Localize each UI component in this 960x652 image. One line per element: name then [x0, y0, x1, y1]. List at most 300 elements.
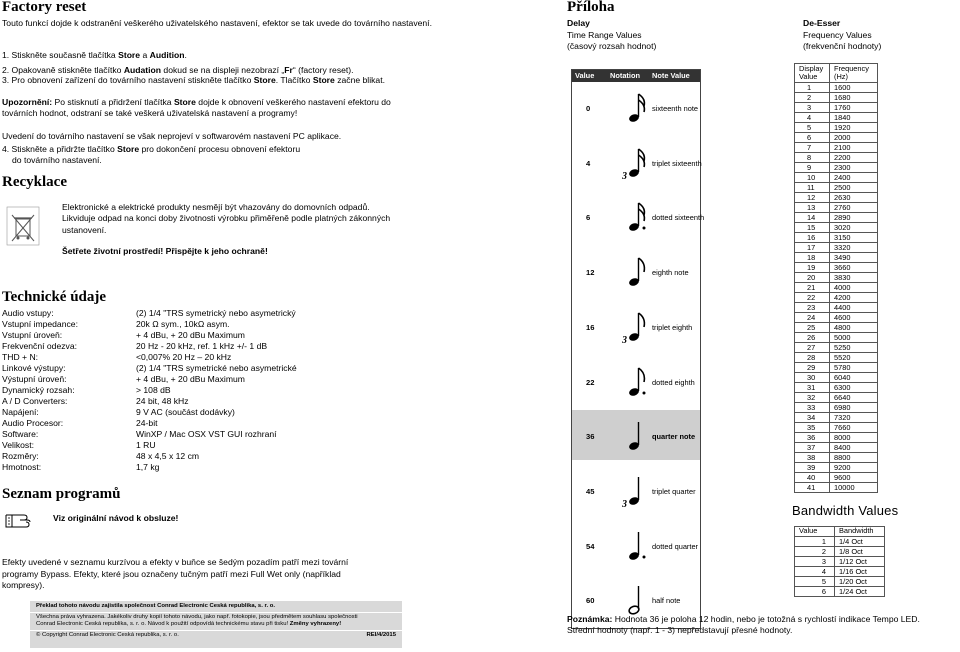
step-text: . Tlačítko: [275, 75, 313, 86]
freq-hz: 1920: [830, 123, 878, 133]
delay-value: 0: [586, 104, 591, 113]
freq-row: [795, 103, 878, 113]
freq-hz: 9200: [830, 463, 878, 473]
freq-hz: 4600: [830, 313, 878, 323]
spec-row: [2, 319, 442, 330]
freq-row: [795, 413, 878, 423]
spec-row: [2, 352, 442, 363]
bandwidth-value: 2: [795, 546, 835, 556]
legal-line2: Všechna práva vyhrazena. Jakékoliv druhy kopií tohoto návodu, jako např. fotokopie, jsou předmětem souhlasu společnosti: [36, 613, 358, 620]
freq-row: [795, 313, 878, 323]
freq-row: [795, 323, 878, 333]
freq-display-value: 26: [795, 333, 830, 343]
spec-row: [2, 418, 442, 429]
freq-row: [795, 283, 878, 293]
freq-hz: 2760: [830, 203, 878, 213]
freq-row: [795, 473, 878, 483]
delay-note-label: triplet eighth: [652, 322, 693, 332]
delay-value: 6: [586, 213, 591, 223]
warning-pre: Po stisknutí a přidržení tlačítka: [52, 97, 174, 107]
spec-value: + 4 dBu, + 20 dBu Maximum: [136, 330, 245, 340]
legal-box: [30, 601, 402, 648]
bandwidth-row: [795, 546, 885, 556]
step-text: a: [140, 50, 150, 60]
freq-hz: 4200: [830, 293, 878, 303]
delay-row: [572, 82, 700, 132]
step-bold: Store: [253, 75, 276, 86]
freq-row: [795, 143, 878, 153]
delay-header-note-value: Note Value: [652, 71, 690, 80]
freq-display-value: 39: [795, 463, 830, 473]
freq-display-value: 4: [795, 113, 830, 123]
freq-header-value: Display Value: [795, 64, 830, 83]
freq-row: [795, 393, 878, 403]
delay-value: 4: [586, 158, 591, 168]
freq-display-value: 14: [795, 213, 830, 223]
spec-key: Linkové výstupy:: [2, 363, 66, 373]
step-bold: Store: [312, 75, 335, 86]
freq-hz: 2100: [830, 143, 878, 153]
spec-key: Audio Procesor:: [2, 418, 64, 428]
spec-value: 20 Hz - 20 kHz, ref. 1 kHz +/- 1 dB: [136, 341, 268, 351]
delay-note-label: dotted sixteenth: [652, 213, 705, 223]
freq-hz: 8000: [830, 433, 878, 443]
bandwidth-title: Bandwidth Values: [792, 503, 899, 518]
bandwidth-oct: 1/8 Oct: [835, 546, 885, 556]
freq-display-value: 34: [795, 413, 830, 423]
bandwidth-value: 3: [795, 556, 835, 566]
freq-row: [795, 483, 878, 493]
step-bold: Audation: [123, 64, 162, 75]
svg-text:3: 3: [622, 334, 627, 346]
freq-row: [795, 83, 878, 93]
delay-row: [572, 191, 705, 241]
spec-row: [2, 440, 442, 451]
spec-key: Software:: [2, 429, 39, 439]
delay-value: 22: [586, 377, 595, 387]
step-bold: Store: [118, 50, 141, 60]
crossed-bin-icon: [6, 206, 40, 246]
step-text: začne blikat.: [334, 75, 385, 86]
note-glyph-icon: [622, 141, 650, 185]
freq-hz: 10000: [830, 483, 878, 493]
freq-row: [795, 333, 878, 343]
warning-label: Upozornění:: [2, 97, 53, 107]
freq-display-value: 37: [795, 443, 830, 453]
frequency-table: [794, 63, 878, 493]
freq-hz: 6640: [830, 393, 878, 403]
step-text: 3. Pro obnovení zařízení do továrního nastavení stiskněte tlačítko: [2, 75, 254, 86]
freq-row: [795, 173, 878, 183]
bandwidth-table: [794, 526, 885, 597]
freq-display-value: 8: [795, 153, 830, 163]
freq-header-frequency: Frequency (Hz): [830, 64, 878, 83]
bandwidth-row: [795, 586, 885, 596]
frequency-table-header: [795, 64, 878, 83]
deesser-sub1: Frequency Values: [803, 30, 872, 40]
freq-display-value: 15: [795, 223, 830, 233]
freq-hz: 3320: [830, 243, 878, 253]
note-glyph-icon: [622, 524, 650, 568]
spec-key: Rozměry:: [2, 451, 39, 461]
spec-value: 9 V AC (součást dodávky): [136, 407, 235, 417]
step-2: [2, 65, 452, 76]
freq-hz: 4800: [830, 323, 878, 333]
freq-hz: 4000: [830, 283, 878, 293]
delay-header-value: Value: [575, 71, 595, 80]
spec-value: > 108 dB: [136, 385, 171, 395]
spec-row: [2, 407, 442, 418]
freq-row: [795, 133, 878, 143]
programs-footnote: Efekty uvedené v seznamu kurzívou a efekty v buňce se šedým pozadím patří mezi tovární programy Bypass. Efekty, které jsou označeny tučným patří mezi Full Wet only (například kompresy).: [2, 557, 349, 591]
freq-hz: 3020: [830, 223, 878, 233]
freq-display-value: 7: [795, 143, 830, 153]
recycling-slogan: Šetřete životní prostředí! Přispějte k jeho ochraně!: [62, 246, 268, 256]
spec-key: Výstupní úroveň:: [2, 374, 67, 384]
delay-sub1: Time Range Values: [567, 30, 642, 40]
delay-note-label: triplet sixteenth: [652, 158, 702, 168]
freq-hz: 8400: [830, 443, 878, 453]
spec-value: 20k Ω sym., 10kΩ asym.: [136, 319, 230, 329]
bandwidth-row: [795, 536, 885, 546]
legal-copyright: © Copyright Conrad Electronic Česká republika, s. r. o.: [36, 632, 179, 639]
freq-display-value: 12: [795, 193, 830, 203]
spec-key: Vstupní úroveň:: [2, 330, 63, 340]
freq-hz: 2200: [830, 153, 878, 163]
spec-row: [2, 374, 442, 385]
freq-display-value: 33: [795, 403, 830, 413]
freq-hz: 6300: [830, 383, 878, 393]
freq-row: [795, 93, 878, 103]
freq-row: [795, 383, 878, 393]
bandwidth-oct: 1/24 Oct: [835, 586, 885, 596]
spec-key: Velikost:: [2, 440, 35, 450]
freq-display-value: 35: [795, 423, 830, 433]
spec-value: 24 bit, 48 kHz: [136, 396, 189, 406]
spec-value: 1,7 kg: [136, 462, 160, 472]
freq-display-value: 5: [795, 123, 830, 133]
appendix-note: [567, 614, 960, 635]
freq-row: [795, 163, 878, 173]
freq-hz: 1840: [830, 113, 878, 123]
freq-hz: 5780: [830, 363, 878, 373]
bandwidth-table-header: [795, 527, 885, 537]
freq-hz: 3490: [830, 253, 878, 263]
bandwidth-row: [795, 566, 885, 576]
step-text: dokud se na displeji nezobrazí „: [161, 64, 285, 75]
factory-reset-step4: [2, 144, 422, 165]
factory-reset-steps: [2, 50, 452, 86]
factory-reset-warning: [2, 97, 402, 118]
spec-row: [2, 341, 442, 352]
freq-hz: 2400: [830, 173, 878, 183]
freq-display-value: 2: [795, 93, 830, 103]
note-label: Poznámka:: [567, 614, 613, 624]
freq-display-value: 24: [795, 313, 830, 323]
delay-title: Delay: [567, 18, 590, 28]
note-glyph-icon: [622, 195, 650, 239]
delay-row: [572, 356, 700, 406]
freq-hz: 5000: [830, 333, 878, 343]
freq-display-value: 41: [795, 483, 830, 493]
programs-note: Viz originální návod k obsluze!: [53, 513, 179, 523]
step-3: [2, 75, 452, 86]
delay-header-notation: Notation: [610, 71, 640, 80]
bandwidth-value: 1: [795, 536, 835, 546]
freq-hz: 2500: [830, 183, 878, 193]
spec-row: [2, 429, 442, 440]
note-glyph-icon: [622, 360, 650, 404]
step-text: 2. Opakovaně stiskněte tlačítko: [2, 64, 124, 75]
delay-value: 16: [586, 322, 595, 332]
freq-display-value: 18: [795, 253, 830, 263]
freq-display-value: 32: [795, 393, 830, 403]
warning-store: Store: [173, 97, 196, 107]
note-glyph-icon: [622, 414, 650, 458]
spec-key: Napájení:: [2, 407, 39, 417]
delay-note-label: dotted quarter: [652, 541, 699, 551]
step-bold: Fr: [284, 64, 293, 75]
delay-value: 54: [586, 541, 595, 551]
freq-row: [795, 213, 878, 223]
freq-display-value: 11: [795, 183, 830, 193]
spec-key: Vstupní impedance:: [2, 319, 78, 329]
delay-note-label: half note: [652, 596, 681, 606]
factory-reset-intro: Touto funkcí dojde k odstranění veškerého uživatelského nastavení, efektor se tak uvede do továrního nastavení.: [2, 18, 432, 28]
freq-display-value: 27: [795, 343, 830, 353]
freq-hz: 1760: [830, 103, 878, 113]
freq-row: [795, 273, 878, 283]
appendix-heading: Příloha: [567, 0, 615, 15]
spec-row: [2, 385, 442, 396]
deesser-sub2: (frekvenční hodnoty): [803, 41, 882, 51]
step4-post: pro dokončení procesu obnovení efektoru: [139, 144, 301, 154]
step-bold: Audition: [149, 50, 185, 60]
freq-row: [795, 363, 878, 373]
freq-row: [795, 223, 878, 233]
spec-row: [2, 451, 442, 462]
delay-note-label: triplet quarter: [652, 486, 696, 496]
delay-row: [572, 246, 700, 296]
freq-row: [795, 203, 878, 213]
pointing-hand-icon: [4, 509, 40, 529]
spec-value: 48 x 4,5 x 12 cm: [136, 451, 200, 461]
freq-display-value: 40: [795, 473, 830, 483]
freq-row: [795, 113, 878, 123]
note-glyph-icon: [622, 86, 650, 130]
freq-display-value: 30: [795, 373, 830, 383]
recycling-heading: Recyklace: [2, 174, 67, 190]
freq-display-value: 3: [795, 103, 830, 113]
delay-sub2: (časový rozsah hodnot): [567, 41, 657, 51]
spec-value: + 4 dBu, + 20 dBu Maximum: [136, 374, 245, 384]
freq-row: [795, 433, 878, 443]
spec-value: WinXP / Mac OSX VST GUI rozhraní: [136, 429, 277, 439]
step-text: 1. Stiskněte současně tlačítka: [2, 50, 119, 60]
specs-heading: Technické údaje: [2, 289, 107, 305]
legal-line1: Překlad tohoto návodu zajistila společnost Conrad Electronic Česká republika, s. r. o.: [36, 603, 275, 609]
freq-display-value: 16: [795, 233, 830, 243]
freq-row: [795, 443, 878, 453]
freq-row: [795, 423, 878, 433]
spec-row: [2, 462, 442, 473]
delay-note-label: eighth note: [652, 268, 689, 278]
spec-row: [2, 308, 442, 319]
freq-row: [795, 183, 878, 193]
freq-hz: 1680: [830, 93, 878, 103]
spec-value: (2) 1/4 "TRS symetrický nebo asymetrický: [136, 308, 296, 318]
spec-row: [2, 330, 442, 341]
programs-heading: Seznam programů: [2, 486, 121, 502]
freq-row: [795, 353, 878, 363]
freq-display-value: 9: [795, 163, 830, 173]
freq-hz: 8800: [830, 453, 878, 463]
bandwidth-oct: 1/4 Oct: [835, 536, 885, 546]
freq-hz: 7660: [830, 423, 878, 433]
freq-display-value: 10: [795, 173, 830, 183]
delay-note-label: sixteenth note: [652, 104, 699, 113]
freq-display-value: 22: [795, 293, 830, 303]
bandwidth-oct: 1/16 Oct: [835, 566, 885, 576]
bandwidth-oct: 1/12 Oct: [835, 556, 885, 566]
freq-hz: 3660: [830, 263, 878, 273]
freq-display-value: 31: [795, 383, 830, 393]
delay-row: [572, 410, 700, 460]
legal-line3: Conrad Electronic Česká republika, s. r. o. Návod k použití odpovídá technickému stavu při tisku!: [36, 621, 289, 628]
warning-post: dojde k obnovení veškerého nastavení efektoru do továrních hodnot, odstraní se také veškerá uživatelská nastavení a programy!: [2, 97, 391, 118]
spec-key: Hmotnost:: [2, 462, 42, 472]
freq-row: [795, 243, 878, 253]
freq-row: [795, 123, 878, 133]
freq-hz: 3150: [830, 233, 878, 243]
delay-note-label: dotted eighth: [652, 377, 695, 387]
delay-table: [571, 69, 705, 629]
freq-hz: 2000: [830, 133, 878, 143]
step-text: .: [184, 50, 187, 60]
note-glyph-icon: [622, 250, 650, 294]
spec-value: 24-bit: [136, 418, 158, 428]
delay-row: [572, 301, 700, 351]
bandwidth-value: 5: [795, 576, 835, 586]
freq-display-value: 29: [795, 363, 830, 373]
bw-header-bandwidth: Bandwidth: [835, 527, 885, 537]
freq-row: [795, 253, 878, 263]
bandwidth-value: 6: [795, 586, 835, 596]
legal-line3-bold: Změny vyhrazeny!: [289, 621, 342, 628]
note-line2: Střední hodnoty (např. 1 - 3) nepředstavují přesné hodnoty.: [567, 624, 793, 635]
delay-value: 36: [586, 432, 595, 442]
legal-revision: REI/4/2015: [366, 632, 396, 639]
freq-hz: 7320: [830, 413, 878, 423]
freq-row: [795, 343, 878, 353]
spec-key: Frekvenční odezva:: [2, 341, 77, 351]
step-1: [2, 50, 452, 61]
freq-hz: 2630: [830, 193, 878, 203]
freq-row: [795, 463, 878, 473]
freq-hz: 2300: [830, 163, 878, 173]
freq-hz: 3830: [830, 273, 878, 283]
factory-reset-heading: Factory reset: [2, 0, 87, 15]
freq-row: [795, 373, 878, 383]
freq-display-value: 1: [795, 83, 830, 93]
spec-value: <0,007% 20 Hz – 20 kHz: [136, 352, 232, 362]
freq-display-value: 38: [795, 453, 830, 463]
step-text: “ (factory reset).: [292, 64, 354, 75]
freq-row: [795, 153, 878, 163]
spec-row: [2, 363, 442, 374]
freq-hz: 5520: [830, 353, 878, 363]
delay-value: 12: [586, 268, 595, 278]
recycling-text: Elektronické a elektrické produkty nesmějí být vhazovány do domovních odpadů. Likviduje odpad na konci doby životnosti výrobku přiměřeně podle platných zákonných ustanovení.: [62, 202, 391, 235]
spec-key: THD + N:: [2, 352, 39, 362]
freq-hz: 1600: [830, 83, 878, 93]
freq-display-value: 28: [795, 353, 830, 363]
freq-hz: 9600: [830, 473, 878, 483]
delay-row: [572, 520, 700, 570]
spec-key: A / D Converters:: [2, 396, 68, 406]
svg-text:3: 3: [622, 498, 627, 510]
bandwidth-oct: 1/20 Oct: [835, 576, 885, 586]
bandwidth-row: [795, 576, 885, 586]
freq-hz: 6980: [830, 403, 878, 413]
step4-store: Store: [117, 144, 140, 154]
freq-display-value: 23: [795, 303, 830, 313]
delay-note-label: quarter note: [652, 432, 696, 442]
freq-display-value: 6: [795, 133, 830, 143]
freq-display-value: 19: [795, 263, 830, 273]
delay-row: [572, 465, 700, 515]
freq-display-value: 20: [795, 273, 830, 283]
freq-display-value: 36: [795, 433, 830, 443]
delay-value: 45: [586, 486, 595, 496]
bandwidth-value: 4: [795, 566, 835, 576]
bandwidth-row: [795, 556, 885, 566]
bw-header-value: Value: [795, 527, 835, 537]
step4-pre: 4. Stiskněte a přidržte tlačítko: [2, 144, 118, 154]
deesser-title: De-Esser: [803, 18, 841, 28]
note-glyph-icon: [622, 469, 650, 513]
spec-key: Audio vstupy:: [2, 308, 54, 318]
freq-hz: 2890: [830, 213, 878, 223]
delay-value: 60: [586, 596, 595, 606]
freq-row: [795, 193, 878, 203]
freq-hz: 5250: [830, 343, 878, 353]
note-text: Hodnota 36 je poloha 12 hodin, nebo je totožná s rychlostí indikace Tempo LED.: [612, 614, 920, 624]
step4-line2: do továrního nastavení.: [12, 154, 102, 165]
freq-display-value: 17: [795, 243, 830, 253]
delay-table-header: [572, 70, 700, 82]
freq-row: [795, 303, 878, 313]
spec-row: [2, 396, 442, 407]
freq-row: [795, 263, 878, 273]
spec-value: (2) 1/4 "TRS symetrické nebo asymetrické: [136, 363, 297, 373]
freq-display-value: 25: [795, 323, 830, 333]
svg-text:3: 3: [622, 170, 627, 182]
freq-display-value: 13: [795, 203, 830, 213]
delay-row: [572, 137, 700, 187]
factory-reset-warning-2: Uvedení do továrního nastavení se však neprojeví v softwarovém nastavení PC aplikace.: [2, 131, 342, 141]
freq-display-value: 21: [795, 283, 830, 293]
note-glyph-icon: [622, 305, 650, 349]
freq-row: [795, 293, 878, 303]
freq-row: [795, 453, 878, 463]
freq-row: [795, 403, 878, 413]
freq-row: [795, 233, 878, 243]
spec-key: Dynamický rozsah:: [2, 385, 75, 395]
spec-value: 1 RU: [136, 440, 156, 450]
freq-hz: 4400: [830, 303, 878, 313]
freq-hz: 6040: [830, 373, 878, 383]
